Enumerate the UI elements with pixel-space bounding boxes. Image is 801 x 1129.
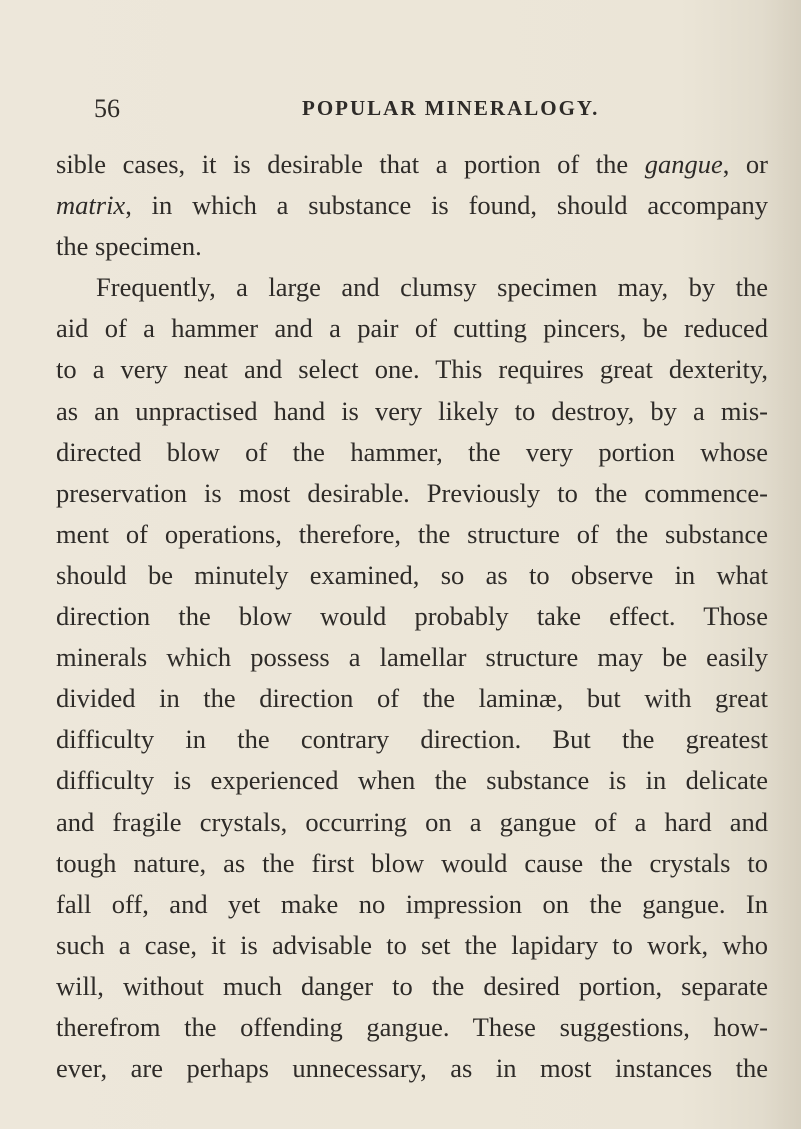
text-line: divided in the direction of the laminæ, but with great (56, 683, 768, 714)
running-title: POPULAR MINERALOGY. (302, 96, 600, 120)
text-line: aid of a hammer and a pair of cutting pincers, be reduced (56, 313, 768, 344)
italic-term: matrix (56, 190, 126, 221)
page-header (56, 94, 766, 130)
text-line: preservation is most desirable. Previously to the commence- (56, 477, 768, 508)
text-line: should be minutely examined, so as to observe in what (56, 559, 768, 590)
text-line: such a case, it is advisable to set the lapidary to work, who (56, 929, 768, 960)
text-line: tough nature, as the first blow would cause the crystals to (56, 847, 768, 878)
text-segment: sible cases, it is desirable that a portion of the (56, 149, 645, 179)
text-line: difficulty is experienced when the substance is in delicate (56, 765, 768, 796)
text-line: will, without much danger to the desired portion, separate (56, 970, 768, 1001)
text-line: as an unpractised hand is very likely to destroy, by a mis- (56, 395, 768, 426)
text-line: ment of operations, therefore, the structure of the substance (56, 518, 768, 549)
text-line: and fragile crystals, occurring on a gangue of a hard and (56, 806, 768, 837)
paragraph-start-line: Frequently, a large and clumsy specimen may, by the (96, 272, 768, 303)
page-number: 56 (94, 94, 120, 123)
text-line: ever, are perhaps unnecessary, as in most instances the (56, 1053, 768, 1084)
text-line: directed blow of the hammer, the very portion whose (56, 436, 768, 467)
text-segment: , in which a substance is found, should accompany (125, 190, 768, 221)
body-text (56, 144, 768, 1089)
text-line: therefrom the offending gangue. These suggestions, how- (56, 1011, 768, 1042)
text-line: to a very neat and select one. This requires great dexterity, (56, 354, 768, 385)
text-line: direction the blow would probably take effect. Those (56, 601, 768, 632)
text-line (56, 185, 768, 226)
text-line: difficulty in the contrary direction. But the greatest (56, 724, 768, 755)
text-line: fall off, and yet make no impression on the gangue. In (56, 888, 768, 919)
text-line (56, 144, 768, 185)
text-line: minerals which possess a lamellar structure may be easily (56, 642, 768, 673)
text-segment: , or (722, 149, 768, 179)
text-line: the specimen. (56, 231, 202, 262)
italic-term: gangue (644, 149, 723, 179)
